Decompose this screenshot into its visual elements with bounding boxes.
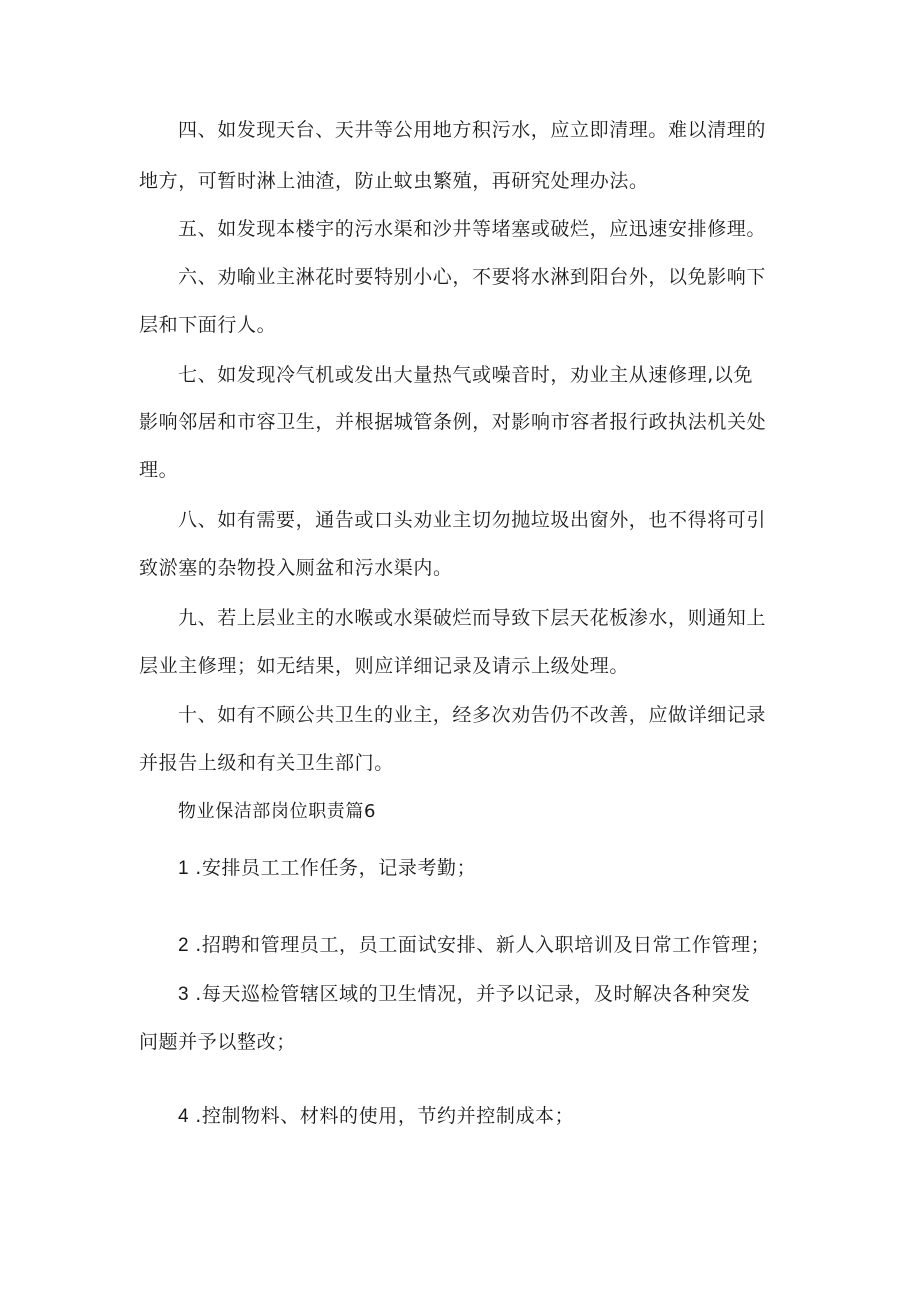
paragraph-8-line-1: 八、如有需要，通告或口头劝业主切勿抛垃圾出窗外，也不得将可引 [178, 509, 767, 531]
paragraph-5-line-1: 五、如发现本楼宇的污水渠和沙井等堵塞或破烂，应迅速安排修理。 [178, 218, 767, 240]
paragraph-9-line-1: 九、若上层业主的水喉或水渠破烂而导致下层天花板渗水，则通知上 [178, 607, 767, 629]
list-item-text: .每天巡检管辖区域的卫生情况，并予以记录，及时解决各种突发 [188, 983, 751, 1005]
list-item-4 [178, 1103, 574, 1130]
paragraph-9-line-2: 层业主修理；如无结果，则应详细记录及请示上级处理。 [139, 655, 630, 677]
section-heading: 物业保洁部岗位职责篇6 [178, 801, 377, 822]
paragraph-10-line-2: 并报告上级和有关卫生部门。 [139, 752, 394, 774]
paragraph-7-line-1: 七、如发现冷气机或发出大量热气或噪音时，劝业主从速修理,以免 [178, 364, 754, 386]
paragraph-7-line-3: 理。 [139, 459, 179, 481]
paragraph-4-line-2: 地方，可暂时淋上油渣，防止蚊虫繁殖，再研究处理办法。 [139, 170, 649, 192]
list-item-3 [178, 981, 751, 1008]
list-item-text: .控制物料、材料的使用，节约并控制成本； [188, 1105, 575, 1127]
paragraph-6-line-2: 层和下面行人。 [139, 314, 277, 336]
list-item-text: .安排员工工作任务，记录考勤； [188, 857, 477, 879]
list-item-1 [178, 855, 476, 882]
list-item-number: 1 [178, 858, 189, 879]
paragraph-8-line-2: 致淤塞的杂物投入厕盆和污水渠内。 [139, 557, 453, 579]
list-item-number: 4 [178, 1106, 189, 1127]
paragraph-6-line-1: 六、劝喻业主淋花时要特别小心，不要将水淋到阳台外，以免影响下 [178, 266, 767, 288]
paragraph-4-line-1: 四、如发现天台、天井等公用地方积污水，应立即清理。难以清理的 [178, 119, 767, 141]
list-item-number: 3 [178, 984, 189, 1005]
list-item-text: .招聘和管理员工，员工面试安排、新人入职培训及日常工作管理； [188, 934, 771, 956]
list-item-3-continuation: 问题并予以整改； [139, 1031, 296, 1053]
paragraph-7-line-2: 影响邻居和市容卫生，并根据城管条例，对影响市容者报行政执法机关处 [139, 411, 767, 433]
list-item-number: 2 [178, 935, 189, 956]
list-item-2 [178, 932, 770, 959]
paragraph-10-line-1: 十、如有不顾公共卫生的业主，经多次劝告仍不改善，应做详细记录 [178, 704, 767, 726]
